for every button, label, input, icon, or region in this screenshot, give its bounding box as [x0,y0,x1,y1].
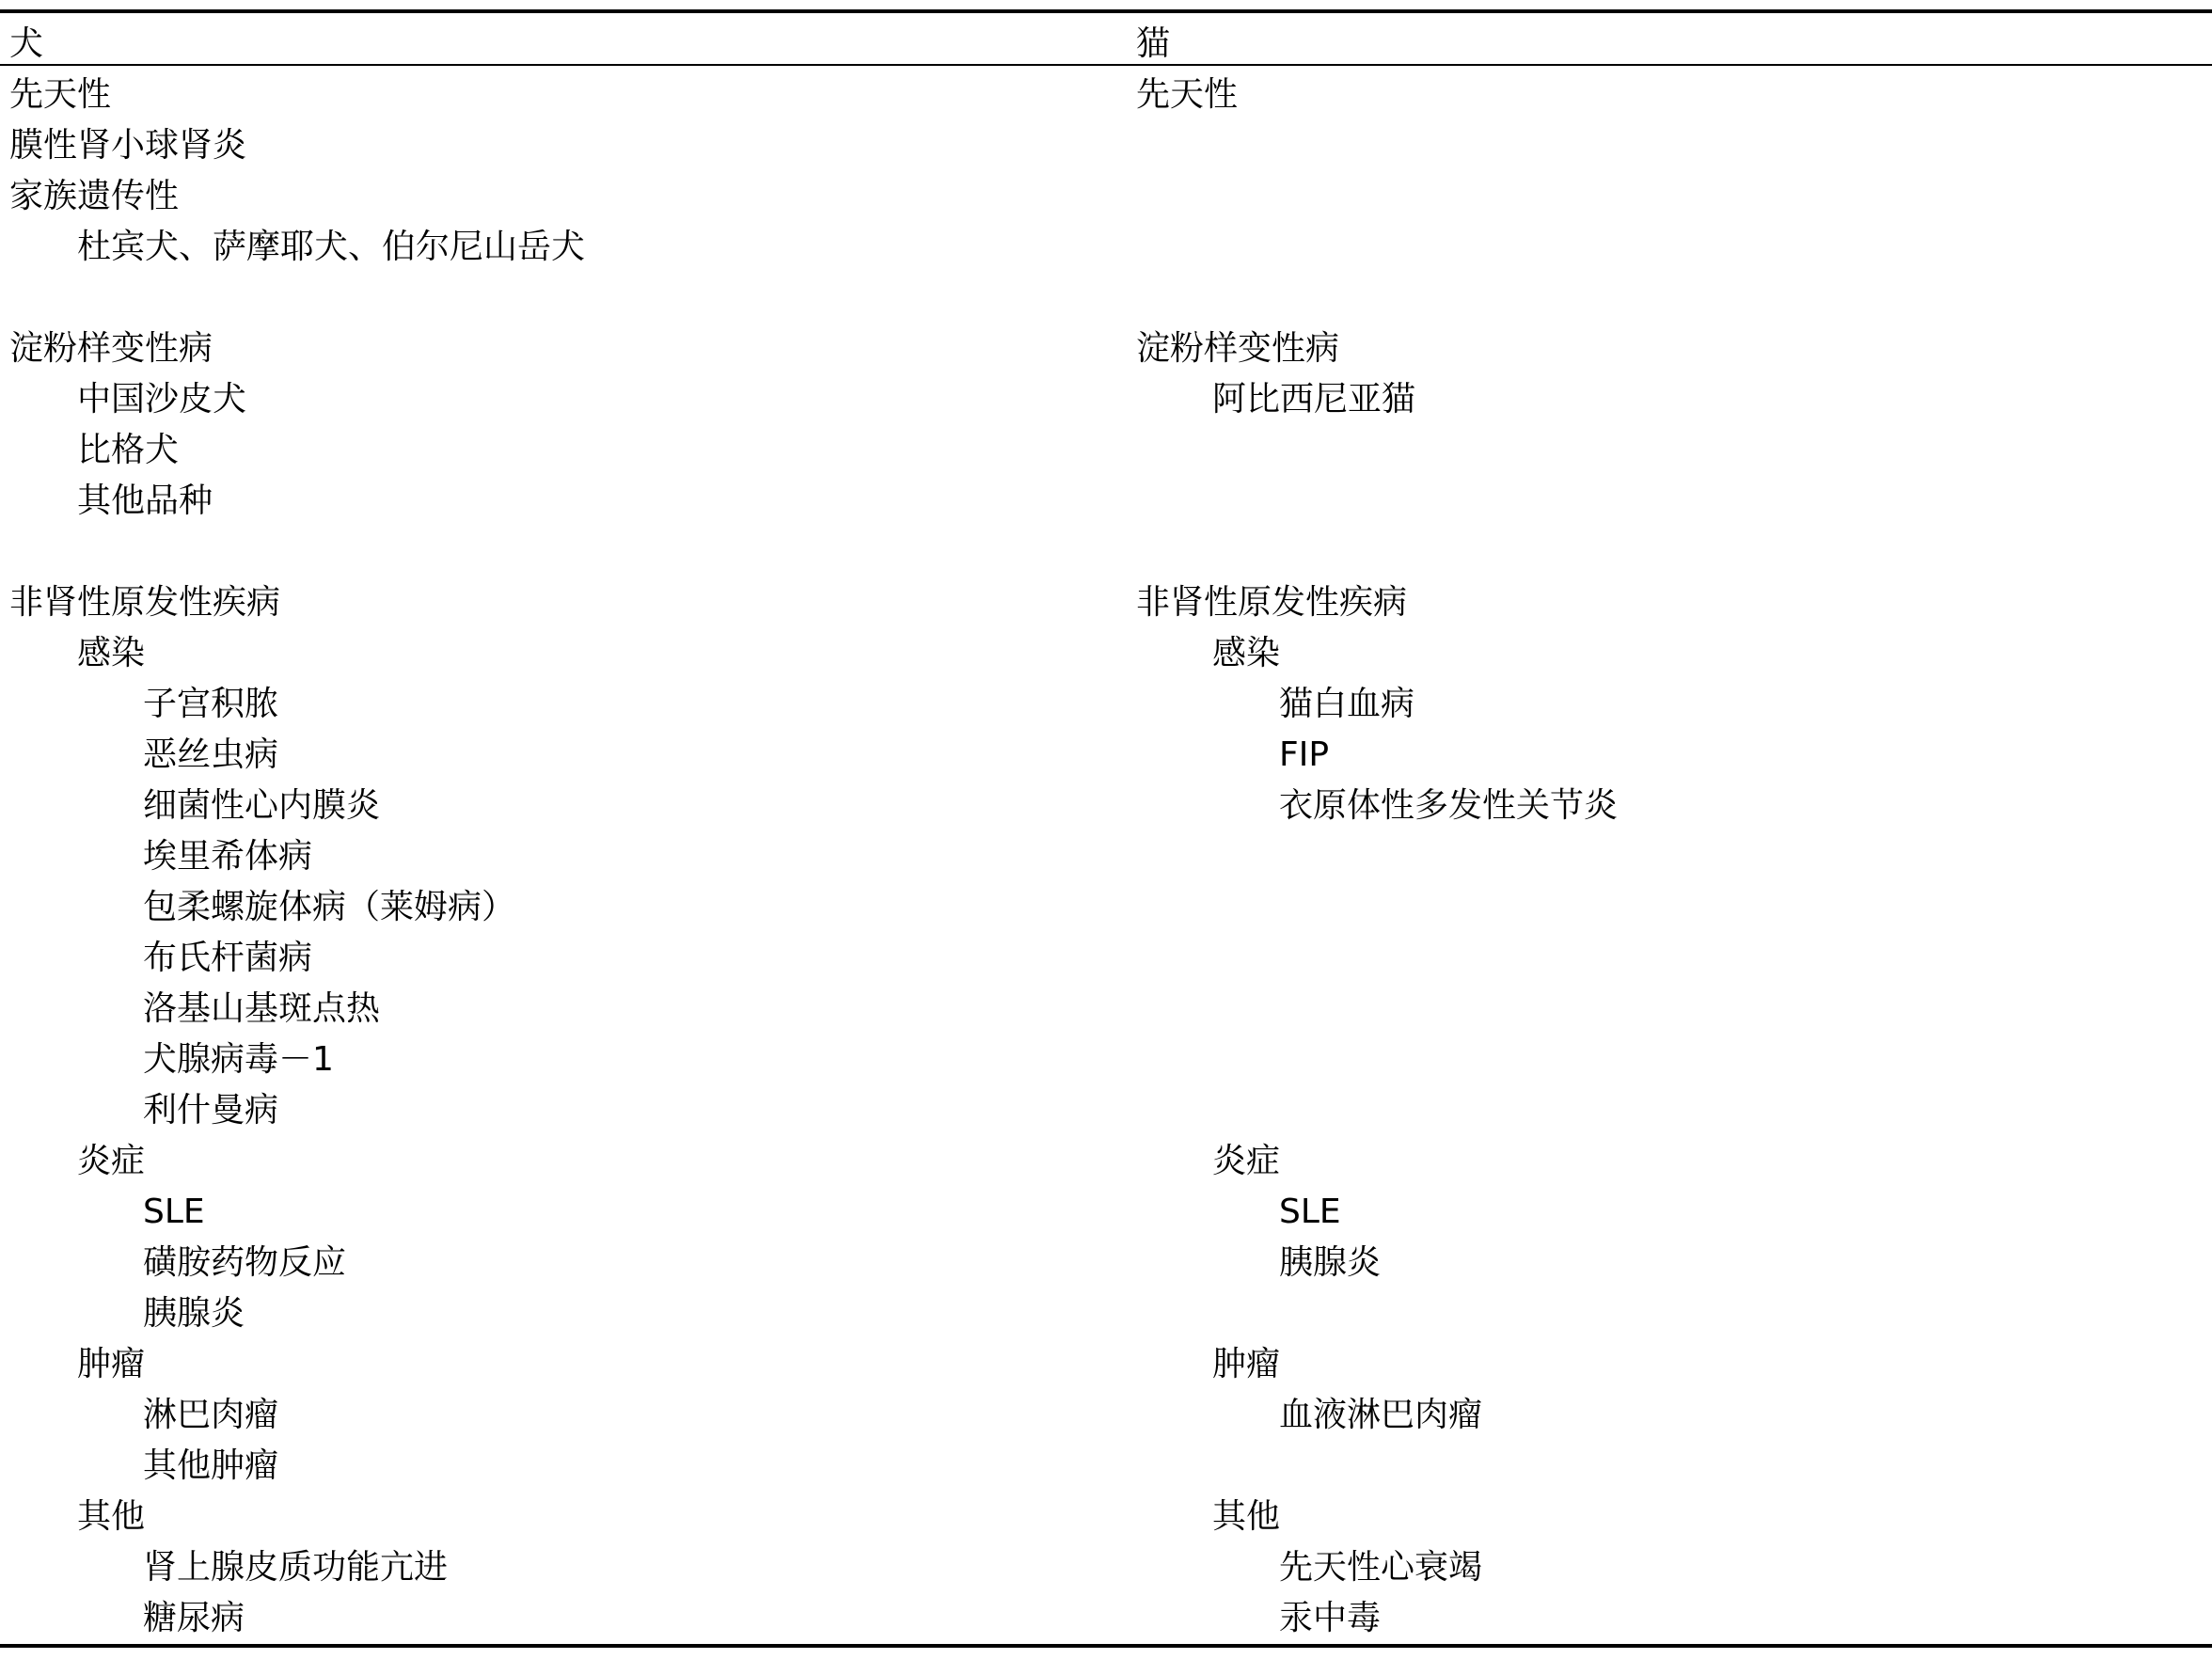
table-row [0,527,2212,577]
cell-cat: 血液淋巴肉瘤 [1279,1396,1483,1434]
cell-cat: FIP [1279,735,1330,774]
cell-dog: 细菌性心内膜炎 [143,786,381,825]
table-row [0,1085,2212,1136]
cell-cat: 汞中毒 [1279,1599,1382,1637]
table-row [0,577,2212,628]
cell-dog: 杜宾犬、萨摩耶犬、伯尔尼山岳犬 [77,228,586,266]
table-row [0,628,2212,679]
cell-cat: 肿瘤 [1212,1345,1281,1383]
cell-dog: SLE [143,1193,205,1231]
cell-dog: 膜性肾小球肾炎 [9,126,247,165]
cell-dog: 埃里希体病 [143,837,313,876]
table-row [0,730,2212,781]
table-row [0,882,2212,933]
cell-dog: 子宫积脓 [143,685,279,723]
cell-dog: 胰腺炎 [143,1294,245,1333]
cell-dog: 肾上腺皮质功能亢进 [143,1548,449,1587]
table-row [0,1136,2212,1187]
table-bottom-rule [0,1644,2212,1648]
header-cat: 猫 [1136,24,1171,63]
cell-dog: 淋巴肉瘤 [143,1396,279,1434]
cell-dog: 糖尿病 [143,1599,245,1637]
cell-cat: 炎症 [1212,1142,1281,1180]
table-row [0,476,2212,527]
cell-cat: 非肾性原发性疾病 [1136,583,1408,622]
table-row [0,171,2212,222]
cell-dog: 犬腺病毒－1 [143,1040,334,1079]
table-row [0,933,2212,984]
table-row [0,1187,2212,1238]
cell-dog: 利什曼病 [143,1091,279,1130]
cell-dog: 包柔螺旋体病（莱姆病） [143,888,516,926]
table-row [0,781,2212,831]
table-row [0,1390,2212,1441]
table-header-rule [0,64,2212,66]
table-header-row [0,19,2212,70]
header-dog: 犬 [9,24,44,63]
table-row [0,1035,2212,1085]
cell-cat: 感染 [1212,634,1281,672]
cell-dog: 肿瘤 [77,1345,146,1383]
cell-dog: 炎症 [77,1142,146,1180]
cell-cat: 猫白血病 [1279,685,1415,723]
table-row [0,1288,2212,1339]
cell-dog: 其他 [77,1497,146,1536]
cell-cat: 其他 [1212,1497,1281,1536]
cell-cat: 胰腺炎 [1279,1243,1382,1282]
table-row [0,1339,2212,1390]
cell-dog: 感染 [77,634,146,672]
table-row [0,425,2212,476]
cell-dog: 洛基山基斑点热 [143,989,381,1028]
cell-cat: 淀粉样变性病 [1136,329,1340,368]
cell-dog: 其他品种 [77,482,213,520]
cell-dog: 其他肿瘤 [143,1446,279,1485]
cell-cat: 衣原体性多发性关节炎 [1279,786,1619,825]
cell-dog: 磺胺药物反应 [143,1243,347,1282]
cell-dog: 恶丝虫病 [143,735,279,774]
table-row [0,1238,2212,1288]
cell-dog: 比格犬 [77,431,180,469]
cell-cat: 先天性 [1136,75,1239,114]
cell-dog: 淀粉样变性病 [9,329,213,368]
table-row [0,1441,2212,1492]
table-row [0,831,2212,882]
table-row [0,1542,2212,1593]
cell-cat: 阿比西尼亚猫 [1212,380,1416,419]
table-top-rule [0,9,2212,13]
table-row [0,120,2212,171]
table-row [0,984,2212,1035]
table-row [0,222,2212,273]
table-row [0,1492,2212,1542]
cell-dog: 中国沙皮犬 [77,380,247,419]
table-row [0,679,2212,730]
table-row [0,324,2212,374]
cell-cat: 先天性心衰竭 [1279,1548,1483,1587]
cell-dog: 布氏杆菌病 [143,939,313,977]
cell-cat: SLE [1279,1193,1341,1231]
table-row [0,374,2212,425]
cell-dog: 家族遗传性 [9,177,180,215]
cell-dog: 先天性 [9,75,112,114]
table-row [0,1593,2212,1644]
table-row [0,273,2212,324]
table-row [0,70,2212,120]
cell-dog: 非肾性原发性疾病 [9,583,281,622]
